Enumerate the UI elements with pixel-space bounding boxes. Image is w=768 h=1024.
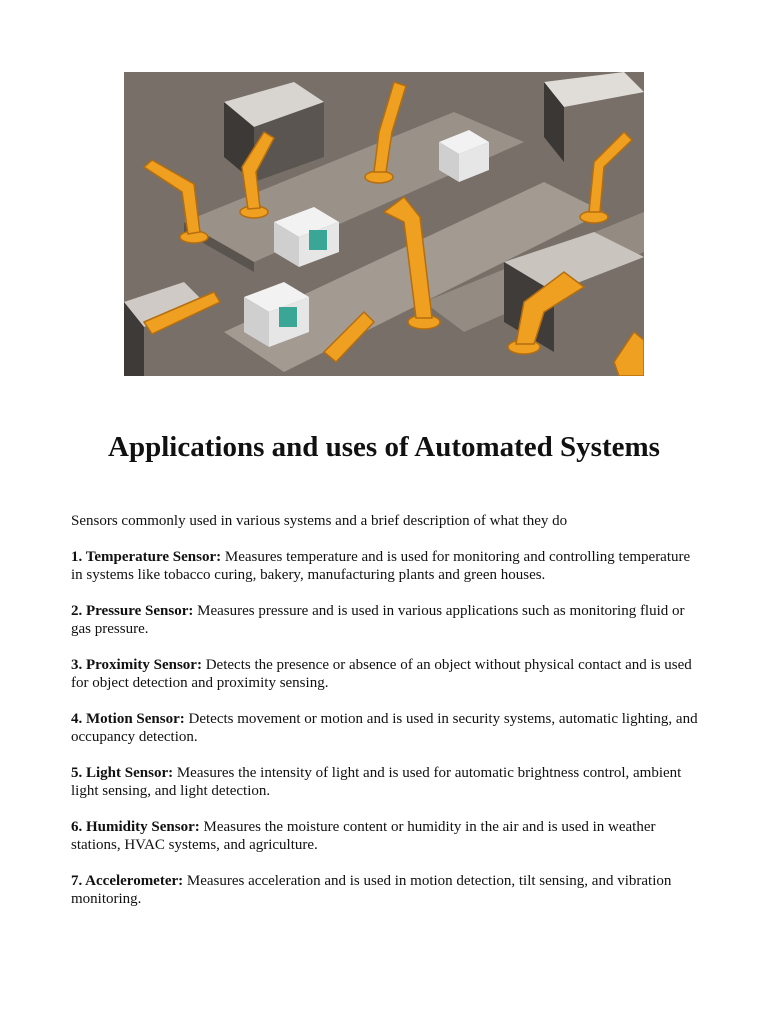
sensor-label: 7. Accelerometer: xyxy=(71,873,184,889)
sensor-label: 1. Temperature Sensor: xyxy=(71,549,222,565)
sensor-description: Measures acceleration and is used in motion detection, tilt sensing, and vibration monitoring. xyxy=(71,873,672,907)
sensor-label: 6. Humidity Sensor: xyxy=(71,819,200,835)
list-item xyxy=(71,764,701,800)
sensor-label: 4. Motion Sensor: xyxy=(71,711,185,727)
list-item xyxy=(71,818,701,854)
robot-factory-image xyxy=(124,72,644,376)
robot-illustration xyxy=(124,72,644,376)
sensor-label: 3. Proximity Sensor: xyxy=(71,657,202,673)
list-item xyxy=(71,548,701,584)
list-item xyxy=(71,656,701,692)
sensor-description: Measures the moisture content or humidity in the air and is used in weather stations, HVAC systems, and agriculture. xyxy=(71,819,656,853)
list-item xyxy=(71,872,701,908)
sensor-label: 2. Pressure Sensor: xyxy=(71,603,194,619)
sensor-list xyxy=(71,512,701,926)
sensor-label: 5. Light Sensor: xyxy=(71,765,174,781)
list-item xyxy=(71,602,701,638)
sensor-description: Measures temperature and is used for monitoring and controlling temperature in systems like tobacco curing, bakery, manufacturing plants and green houses. xyxy=(71,549,691,583)
sensor-description: Detects the presence or absence of an object without physical contact and is used for object detection and proximity sensing. xyxy=(71,657,692,691)
sensor-description: Measures pressure and is used in various applications such as monitoring fluid or gas pressure. xyxy=(71,603,685,637)
intro-paragraph: Sensors commonly used in various systems and a brief description of what they do xyxy=(71,513,568,529)
list-item xyxy=(71,710,701,746)
page-title: Applications and uses of Automated Systems xyxy=(108,431,660,463)
sensor-description: Measures the intensity of light and is used for automatic brightness control, ambient light sensing, and light detection. xyxy=(71,765,682,799)
sensor-description: Detects movement or motion and is used in security systems, automatic lighting, and occupancy detection. xyxy=(71,711,698,745)
